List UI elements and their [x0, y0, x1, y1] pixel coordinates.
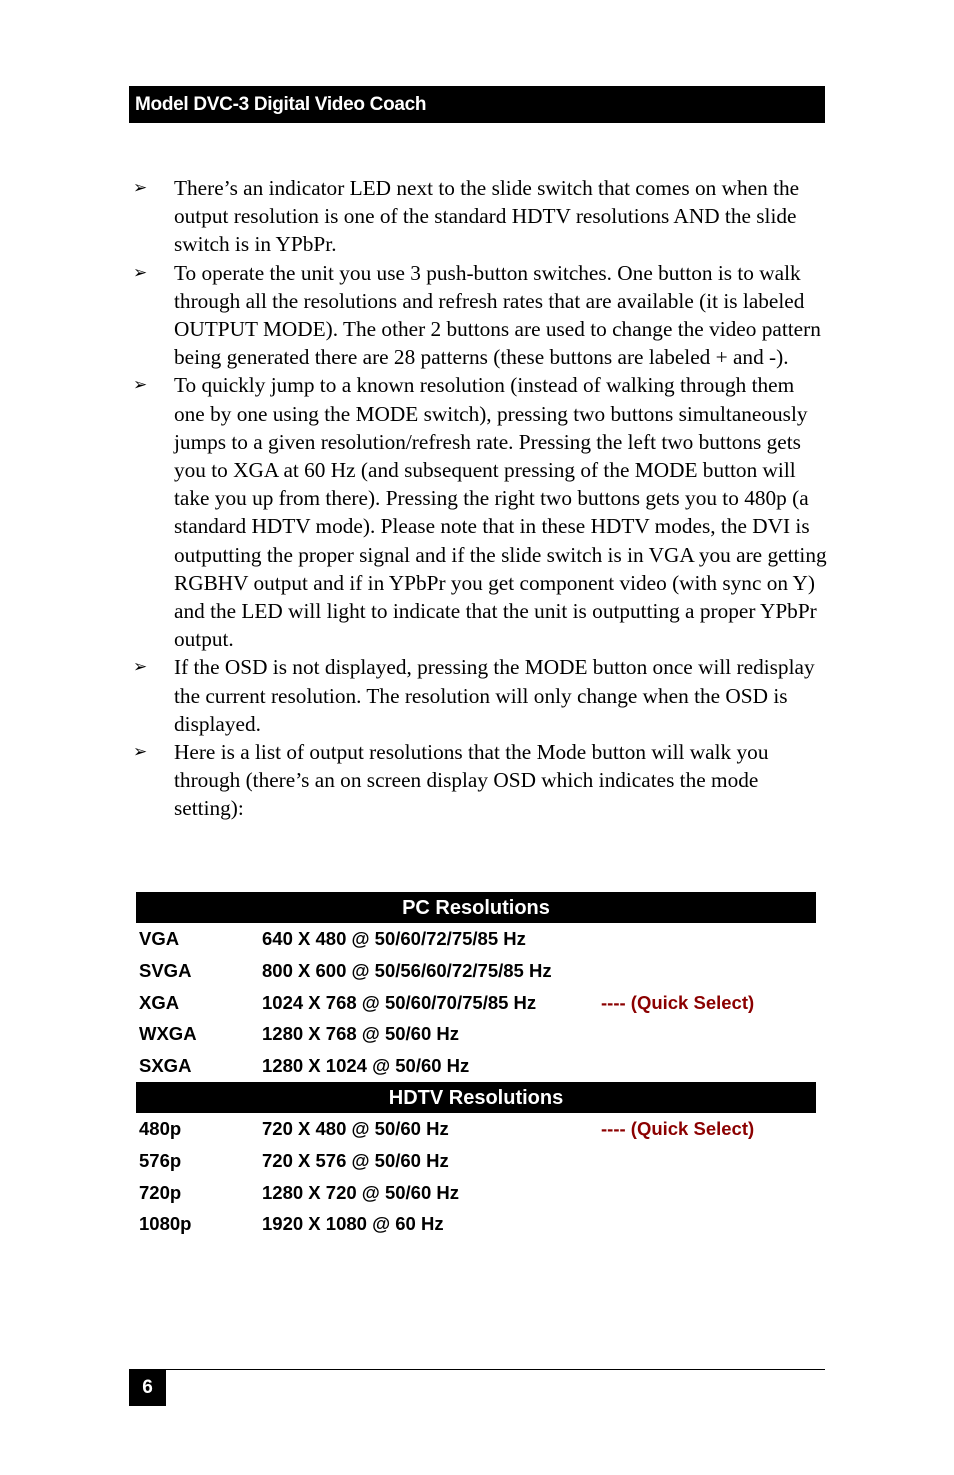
resolution-spec: 640 X 480 @ 50/60/72/75/85 Hz [262, 928, 526, 949]
resolution-spec: 1280 X 768 @ 50/60 Hz [262, 1023, 460, 1045]
table-row [136, 1113, 816, 1145]
arrow-bullet-icon: ➢ [133, 742, 148, 763]
bullet-item [130, 653, 830, 738]
quick-select-note: ---- (Quick Select) [601, 1117, 755, 1139]
resolution-spec: 1280 X 720 @ 50/60 Hz [262, 1181, 460, 1203]
table-row [136, 1145, 816, 1177]
bullet-text: To operate the unit you use 3 push-button switches. One button is to walk through all the resolutions and refresh rates that are available (it is labeled OUTPUT MODE). The other 2 buttons are used to change the video pattern being generated there are 28 patterns (these buttons are labeled + and -). [174, 260, 821, 370]
resolution-spec: 1024 X 768 @ 50/60/70/75/85 Hz [262, 991, 537, 1013]
bullet-text: There’s an indicator LED next to the slide switch that comes on when the output resolution is one of the standard HDTV resolutions AND the slide switch is in YPbPr. [174, 176, 800, 257]
resolution-spec: 720 X 576 @ 50/60 Hz [262, 1149, 449, 1171]
bullet-item [130, 738, 830, 823]
quick-select-note: ---- (Quick Select) [601, 991, 755, 1013]
arrow-bullet-icon: ➢ [133, 262, 148, 283]
bullet-list [130, 174, 830, 823]
table-row [136, 1018, 816, 1050]
running-header: Model DVC-3 Digital Video Coach [129, 86, 825, 123]
bullet-text: If the OSD is not displayed, pressing the MODE button once will redisplay the current resolution. The resolution will only change when the OSD is displayed. [174, 655, 815, 736]
resolution-name: 1080p [139, 1213, 192, 1235]
bullet-text: To quickly jump to a known resolution (instead of walking through them one by one using the MODE switch), pressing two buttons simultaneously jumps to a given resolution/refresh rate. Pressing the left two buttons gets you to XGA at 60 Hz (and subsequent pressing of the MODE button will take you up from there). Pressing the right two buttons gets you to 480p (a standard HDTV mode). Please note that in these HDTV modes, the DVI is outputting the proper signal and if the slide switch is in VGA you are getting RGBHV output and if in YPbPr you get component video (with sync on Y) and the LED will light to indicate that the unit is outputting a proper YPbPr output. [174, 373, 827, 652]
bullet-item [130, 174, 830, 259]
resolution-spec: 720 X 480 @ 50/60 Hz [262, 1117, 449, 1139]
bullet-item [130, 371, 830, 653]
table-row [136, 987, 816, 1019]
resolution-name: SXGA [139, 1055, 192, 1077]
resolution-name: VGA [139, 928, 180, 949]
resolution-name: SVGA [139, 959, 192, 981]
resolution-name: 720p [139, 1181, 182, 1203]
arrow-bullet-icon: ➢ [133, 178, 148, 198]
hdtv-resolutions-header: HDTV Resolutions [136, 1082, 816, 1113]
pc-resolutions-header: PC Resolutions [136, 892, 816, 923]
footer-divider [129, 1369, 825, 1370]
table-row [136, 1177, 816, 1209]
resolution-name: WXGA [139, 1023, 197, 1045]
resolution-spec: 1920 X 1080 @ 60 Hz [262, 1213, 444, 1235]
table-row [136, 923, 816, 955]
arrow-bullet-icon: ➢ [133, 657, 148, 678]
resolution-table [136, 892, 816, 1240]
table-row [136, 1208, 816, 1240]
bullet-text: Here is a list of output resolutions that the Mode button will walk you through (there’s an on screen display OSD which indicates the mode setting): [174, 740, 769, 821]
resolution-spec: 1280 X 1024 @ 50/60 Hz [262, 1055, 470, 1077]
page-number: 6 [129, 1369, 166, 1406]
table-row [136, 1050, 816, 1082]
resolution-spec: 800 X 600 @ 50/56/60/72/75/85 Hz [262, 959, 552, 981]
arrow-bullet-icon: ➢ [133, 375, 148, 396]
resolution-name: XGA [139, 991, 180, 1013]
resolution-name: 480p [139, 1117, 182, 1139]
table-row [136, 955, 816, 987]
resolution-name: 576p [139, 1149, 182, 1171]
bullet-item [130, 259, 830, 372]
